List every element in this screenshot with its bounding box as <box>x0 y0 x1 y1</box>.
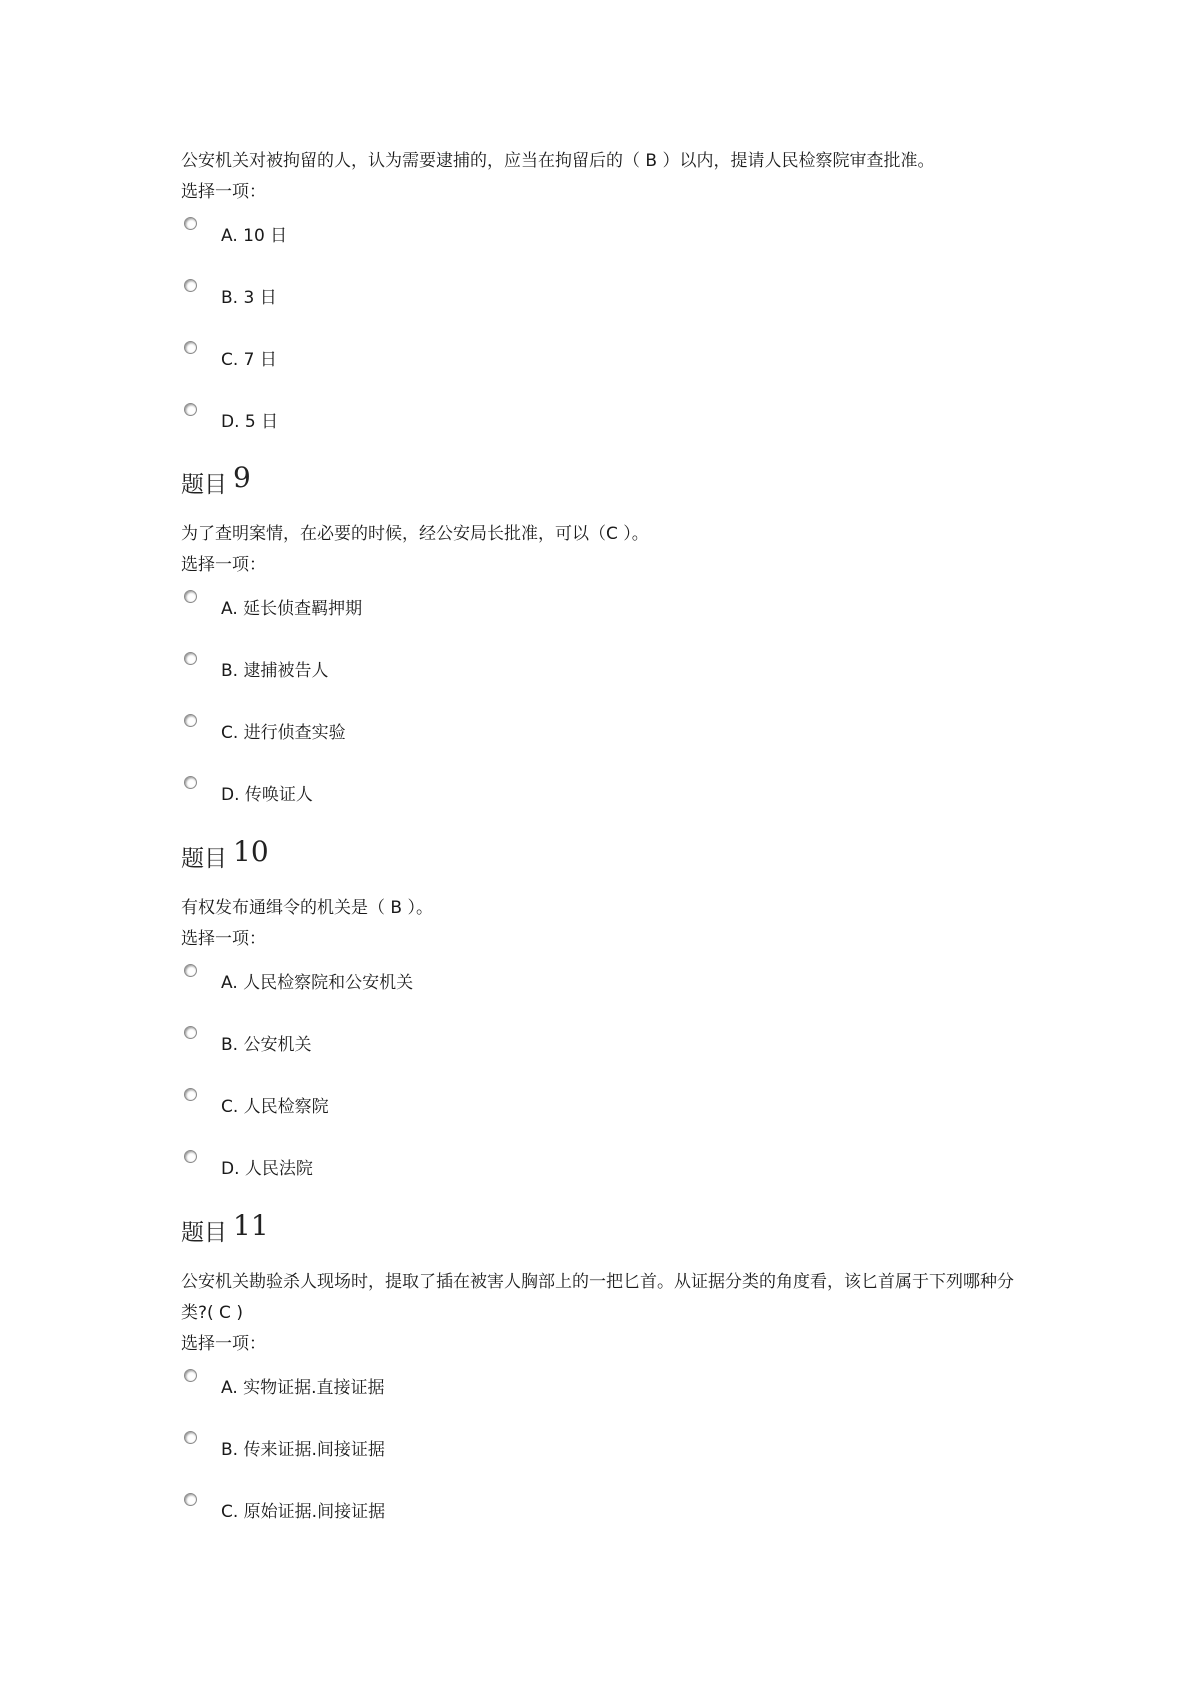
option-label: C. 人民检察院 <box>221 1097 329 1117</box>
options-list <box>181 955 1021 1203</box>
option-c[interactable] <box>181 705 1021 767</box>
radio-button[interactable] <box>184 279 197 292</box>
option-a[interactable] <box>181 955 1021 1017</box>
option-d[interactable] <box>181 394 1021 456</box>
question-heading-10 <box>181 835 269 873</box>
question-text: 公安机关对被拘留的人，认为需要逮捕的，应当在拘留后的（ B ）以内，提请人民检察院审查批准。 <box>181 151 935 171</box>
option-c[interactable] <box>181 332 1021 394</box>
heading-number: 11 <box>233 1209 269 1242</box>
radio-button[interactable] <box>184 964 197 977</box>
radio-button[interactable] <box>184 1088 197 1101</box>
option-label: C. 原始证据.间接证据 <box>221 1502 386 1522</box>
question-text: 有权发布通缉令的机关是（ B ）。 <box>181 898 433 918</box>
radio-button[interactable] <box>184 1369 197 1382</box>
option-label: C. 7 日 <box>221 350 277 370</box>
option-label: D. 人民法院 <box>221 1159 313 1179</box>
options-list <box>181 1360 1021 1546</box>
question-10 <box>181 893 1021 1203</box>
option-b[interactable] <box>181 1422 1021 1484</box>
option-a[interactable] <box>181 1360 1021 1422</box>
choose-one-prompt: 选择一项： <box>181 929 266 949</box>
option-c[interactable] <box>181 1484 1021 1546</box>
choose-one-prompt: 选择一项： <box>181 555 266 575</box>
option-b[interactable] <box>181 1017 1021 1079</box>
question-text: 为了查明案情，在必要的时候，经公安局长批准，可以（C ）。 <box>181 524 649 544</box>
option-label: A. 延长侦查羁押期 <box>221 599 363 619</box>
heading-label: 题目 <box>181 472 227 498</box>
question-9 <box>181 519 1021 829</box>
option-label: B. 公安机关 <box>221 1035 312 1055</box>
radio-button[interactable] <box>184 1026 197 1039</box>
option-b[interactable] <box>181 270 1021 332</box>
radio-button[interactable] <box>184 776 197 789</box>
radio-button[interactable] <box>184 217 197 230</box>
radio-button[interactable] <box>184 403 197 416</box>
question-11 <box>181 1267 1021 1546</box>
option-label: A. 10 日 <box>221 226 288 246</box>
radio-button[interactable] <box>184 1431 197 1444</box>
option-label: C. 进行侦查实验 <box>221 723 346 743</box>
options-list <box>181 581 1021 829</box>
option-c[interactable] <box>181 1079 1021 1141</box>
heading-label: 题目 <box>181 1220 227 1246</box>
question-8 <box>181 146 1021 456</box>
option-label: A. 实物证据.直接证据 <box>221 1378 385 1398</box>
option-a[interactable] <box>181 581 1021 643</box>
option-b[interactable] <box>181 643 1021 705</box>
option-label: B. 逮捕被告人 <box>221 661 329 681</box>
radio-button[interactable] <box>184 1493 197 1506</box>
option-label: D. 5 日 <box>221 412 279 432</box>
choose-one-prompt: 选择一项： <box>181 1334 266 1354</box>
heading-number: 9 <box>233 461 251 494</box>
option-d[interactable] <box>181 767 1021 829</box>
radio-button[interactable] <box>184 341 197 354</box>
options-list <box>181 208 1021 456</box>
option-label: B. 3 日 <box>221 288 277 308</box>
heading-label: 题目 <box>181 846 227 872</box>
radio-button[interactable] <box>184 590 197 603</box>
option-a[interactable] <box>181 208 1021 270</box>
question-heading-9 <box>181 461 251 499</box>
choose-one-prompt: 选择一项： <box>181 182 266 202</box>
question-text: 公安机关勘验杀人现场时，提取了插在被害人胸部上的一把匕首。从证据分类的角度看，该匕首属于下列哪种分类?( C ) <box>181 1272 1014 1323</box>
option-d[interactable] <box>181 1141 1021 1203</box>
heading-number: 10 <box>233 835 269 868</box>
radio-button[interactable] <box>184 652 197 665</box>
option-label: A. 人民检察院和公安机关 <box>221 973 414 993</box>
radio-button[interactable] <box>184 714 197 727</box>
question-heading-11 <box>181 1209 269 1247</box>
option-label: D. 传唤证人 <box>221 785 313 805</box>
option-label: B. 传来证据.间接证据 <box>221 1440 385 1460</box>
radio-button[interactable] <box>184 1150 197 1163</box>
